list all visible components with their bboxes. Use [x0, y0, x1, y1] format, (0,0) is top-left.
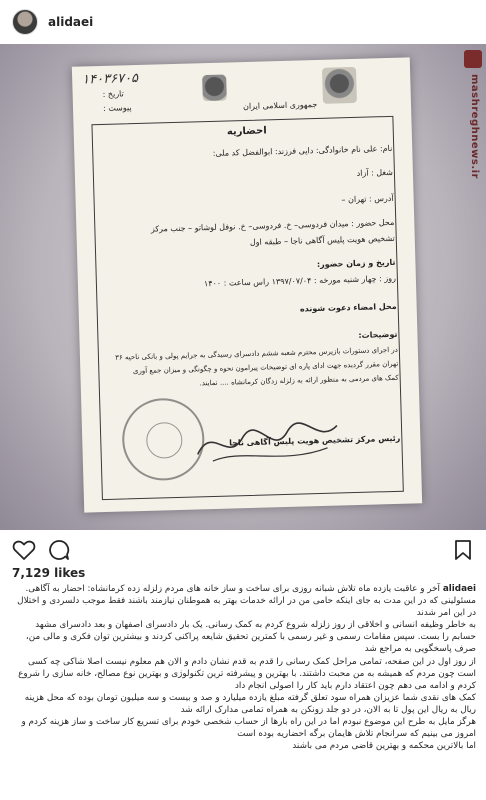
attachment-label: پیوست : [102, 103, 132, 113]
time-line: روز : چهار شنبه مورخه : ۱۳۹۷/۰۷/۰۴ راس ساعت : ۱۴۰۰ [203, 273, 396, 289]
name-line: نام: علی نام خانوادگی: دایی فرزند: ابوالفضل کد ملی: [212, 143, 393, 158]
comment-icon[interactable] [48, 539, 70, 561]
notes-line-3: کمک های مردمی به منظور ارائه به زلزله زدگان کرمانشاه .... نمایند. [199, 373, 399, 388]
caption-paragraph: به خاطر وظیفه انسانی و اخلاقی از روز زلزله شروع کردم به کمک رسانی. یک بار دادسرای اصفهان و بعد دادسرای مشهد حسابم را بست. سپس مقامات رسمی و غیر رسمی با کمترین تحقیق شایعه پراکنی کردند و بیشترین توان فکری و مالی من، صرف پاسخگویی به مراجع شد [25, 620, 476, 655]
doc-title: احضاریه [226, 125, 267, 138]
post-photo[interactable] [0, 44, 486, 530]
avatar[interactable] [12, 9, 38, 35]
post-header [0, 0, 486, 45]
iran-emblem-icon [202, 75, 227, 102]
footer-line: رئیس مرکز تشخیص هویت پلیس آگاهی ناجا [229, 433, 401, 448]
place-line-2: تشخیص هویت پلیس آگاهی ناجا – طبقه اول [249, 233, 395, 247]
caption-paragraph [10, 583, 476, 619]
watermark: mashreghnews.ir [469, 74, 480, 179]
notes-line-1: در اجرای دستورات بازپرس محترم شعبه ششم دادسرای رسیدگی به جرایم پولی و بانکی ناحیه ۳۶ [115, 345, 398, 362]
heart-icon[interactable] [12, 539, 36, 561]
caption-username[interactable]: alidaei [442, 584, 476, 594]
notes-title: توضیحات: [358, 329, 398, 340]
action-bar [0, 530, 486, 570]
org-line: جمهوری اسلامی ایران [242, 99, 318, 112]
likes-count[interactable]: 7,129 likes [12, 566, 86, 580]
post-caption [10, 583, 476, 797]
place-line-1: محل حضور : میدان فردوسی– خ. فردوسی– خ. نوفل لوشاتو – جنب مرکز [150, 217, 395, 234]
caption-paragraph: اما بالاترین محکمه و بهترین قاضی مردم می باشند [292, 741, 476, 752]
caption-paragraph: کمک های نقدی شما عزیزان همراه سود تعلق گرفته مبلغ یازده میلیارد و صد و بیست و سه میلیون تومان بوده که محل هزینه ریال به ریال این پول تا به الان، در دو جلد زونکن به همراه تمامی مدارک ارائه شد [24, 692, 476, 715]
time-title: تاریخ و زمان حضور: [316, 257, 396, 270]
caption-paragraph: هرگز مایل به طرح این موضوع نبودم اما در این راه بارها از حساب شخصی خودم برای تسریع کار ساخت و ساز هزینه کردم و امروز می بینیم که سرانجام تلاش هایمان برگه احضاریه بوده است [21, 717, 476, 740]
date-label: تاریخ : [102, 89, 124, 99]
bookmark-icon[interactable] [454, 539, 472, 561]
caption-text: آخر و عاقبت یازده ماه تلاش شبانه روزی برای ساخت و ساز خانه های مردم زلزله زده کرمانشاه: احضار به آگاهی. مسئولینی که در این مدت به جای اینکه حامی من در ارائه خدمات بهتر به هموطنان نیازمند باشند فقط موجب دلسردی و اختلال در این امر شدند [17, 584, 476, 619]
police-emblem-icon [322, 67, 357, 104]
sign-title: محل امضاء دعوت شونده [299, 301, 397, 314]
ref-number: ۱۴۰۳۶۷۰۵ [82, 70, 139, 88]
caption-paragraph: از روز اول در این صفحه، تمامی مراحل کمک رسانی را قدم به قدم نشان دادم و الان هم معلوم نیست اصلا شاکی چه کسی است چون مردم که همیشه به من محبت داشتند. با بهترین و پیشرفته ترین تکنولوژی و بهترین نوع مصالح، خانه سازی را شروع کردم و ادامه می دهم چون اعتقاد دارم باید کار را اصولی انجام داد [18, 656, 476, 691]
username[interactable]: alidaei [48, 15, 94, 29]
watermark-logo-icon [464, 50, 482, 68]
notes-line-2: تهران مقرر گردیده جهت ادای پاره ای توضیحات پیرامون نحوه و چگونگی و میزان جمع آوری [132, 359, 399, 376]
job-line: شغل : آزاد [356, 167, 394, 178]
summons-document [72, 57, 422, 512]
address-line: آدرس : تهران – [341, 193, 394, 205]
